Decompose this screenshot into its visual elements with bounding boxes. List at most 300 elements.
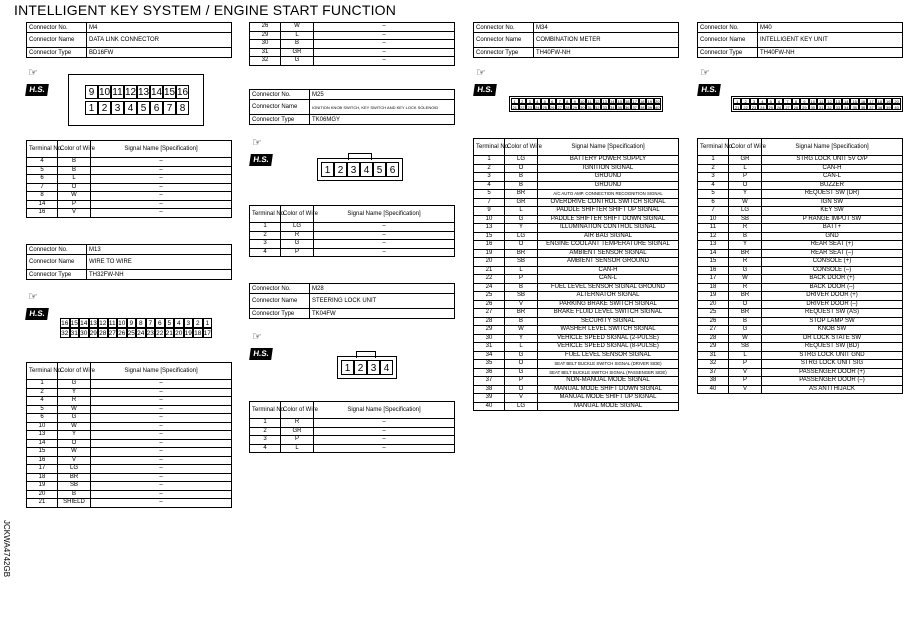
connector-pin: 32	[61, 330, 69, 337]
table-row	[27, 490, 232, 499]
table-row	[27, 388, 232, 397]
connector-type: TH40FW-NH	[758, 48, 903, 58]
connector-pin: 12	[595, 99, 600, 104]
wire-color: L	[505, 266, 538, 275]
connector-pin: 17	[632, 99, 637, 104]
terminal-no: 3	[250, 240, 281, 249]
label: Connector Name	[474, 33, 534, 48]
connector-pin: 11	[817, 98, 825, 104]
connector-type: BD16FW	[87, 48, 232, 58]
terminal-no: 20	[698, 300, 729, 309]
table-row	[474, 164, 679, 173]
terminal-no: 5	[27, 166, 58, 175]
wire-color: W	[505, 326, 538, 335]
terminal-no: 20	[27, 490, 58, 499]
table-row	[698, 215, 903, 224]
connector-pin: 18	[877, 99, 883, 104]
wire-color: P	[729, 360, 762, 369]
terminal-no: 32	[698, 360, 729, 369]
table-row	[698, 334, 903, 343]
signal-name: –	[91, 439, 232, 448]
terminal-no: 31	[474, 343, 505, 352]
connector-pin: 40	[894, 105, 899, 110]
connector-pin: 27	[108, 330, 116, 337]
wire-color: V	[505, 300, 538, 309]
table-row	[474, 351, 679, 360]
table-row	[250, 444, 455, 453]
table-row	[698, 283, 903, 292]
connector-pin: 21	[512, 105, 517, 110]
connector-pin: 6	[150, 101, 163, 115]
signal-name: DR LOCK STATE SW	[762, 334, 903, 343]
terminal-no: 4	[250, 248, 281, 257]
connector-name: STEERING LOCK UNIT	[310, 294, 455, 309]
connector-pin: 7	[783, 98, 791, 104]
connector-pin: 21	[165, 330, 173, 337]
terminal-no: 26	[698, 317, 729, 326]
signal-name: FUEL LEVEL SENSOR SIGNAL GROUND	[538, 283, 679, 292]
connector-no: M40	[758, 23, 903, 33]
signal-name: –	[91, 490, 232, 499]
connector-pin: 23	[146, 330, 154, 337]
m13-connector-face	[60, 318, 212, 338]
m40-connector-face	[731, 96, 903, 112]
signal-name: KNOB SW	[762, 326, 903, 335]
terminal-no: 11	[698, 224, 729, 233]
table-row	[27, 439, 232, 448]
signal-name: –	[314, 231, 455, 240]
connector-pin: 14	[80, 320, 88, 327]
connector-pin: 33	[835, 105, 841, 110]
terminal-no: 13	[698, 241, 729, 250]
label: Connector Name	[27, 255, 87, 270]
hand-icon: ☞	[252, 137, 262, 149]
terminal-no: 39	[474, 394, 505, 403]
terminal-no: 24	[474, 283, 505, 292]
signal-name-header: Signal Name [Specification]	[538, 139, 679, 156]
connector-no: M34	[534, 23, 679, 33]
terminal-no: 31	[698, 351, 729, 360]
connector-pin: 10	[99, 87, 111, 98]
hs-label: H.S.	[249, 154, 273, 166]
terminal-no: 30	[250, 40, 281, 49]
label: Connector No.	[27, 23, 87, 33]
wire-color: BR	[729, 292, 762, 301]
terminal-no: 13	[474, 224, 505, 233]
connector-name: DATA LINK CONNECTOR	[87, 33, 232, 48]
signal-name: –	[314, 248, 455, 257]
wire-color: BR	[505, 249, 538, 258]
wire-color: GR	[281, 48, 314, 57]
wire-color: B	[505, 317, 538, 326]
signal-name: REQUEST SW (BD)	[762, 343, 903, 352]
m28-info-table	[249, 283, 455, 319]
connector-pin: 3	[184, 318, 194, 328]
table-row	[27, 499, 232, 508]
wire-color-header: Color of Wire	[281, 402, 314, 419]
table-row	[698, 368, 903, 377]
table-row	[474, 156, 679, 165]
connector-pin: 20	[655, 99, 660, 104]
wire-color: R	[729, 258, 762, 267]
table-row	[474, 343, 679, 352]
connector-pin: 24	[137, 330, 145, 337]
table-row	[27, 405, 232, 414]
wire-color: G	[58, 380, 91, 389]
connector-pin: 17	[869, 99, 874, 104]
signal-name-header: Signal Name [Specification]	[91, 363, 232, 380]
connector-pin: 10	[580, 99, 585, 104]
connector-pin: 23	[527, 105, 532, 110]
wire-color: BR	[505, 309, 538, 318]
terminal-no: 26	[250, 23, 281, 32]
hand-icon: ☞	[476, 67, 486, 79]
terminal-no: 27	[474, 309, 505, 318]
m25-signal-table	[249, 205, 455, 257]
connector-pin: 1	[203, 318, 213, 328]
table-row	[698, 385, 903, 394]
table-row	[698, 326, 903, 335]
m28-connector-face	[337, 356, 397, 379]
table-row	[474, 232, 679, 241]
m25-connector-face	[317, 158, 403, 181]
signal-name: –	[91, 431, 232, 440]
signal-name: –	[91, 456, 232, 465]
signal-name: –	[91, 192, 232, 201]
connector-pin: 19	[184, 330, 192, 337]
label: Connector Type	[474, 48, 534, 58]
terminal-no: 25	[474, 292, 505, 301]
wire-color: B	[505, 283, 538, 292]
terminal-no: 16	[27, 456, 58, 465]
connector-pin: 4	[360, 162, 373, 177]
terminal-no: 8	[27, 192, 58, 201]
terminal-no: 14	[698, 249, 729, 258]
connector-pin: 4	[174, 318, 184, 328]
terminal-no: 2	[474, 164, 505, 173]
wire-color: B	[58, 158, 91, 167]
table-row	[27, 414, 232, 423]
connector-pin: 14	[610, 99, 615, 104]
connector-pin: 1	[733, 98, 741, 104]
signal-name: –	[91, 380, 232, 389]
hs-icon	[474, 66, 496, 96]
connector-pin: 22	[743, 105, 748, 110]
wire-color: LG	[729, 207, 762, 216]
wire-color: G	[729, 326, 762, 335]
signal-name-header: Signal Name [Specification]	[314, 402, 455, 419]
table-row	[698, 300, 903, 309]
table-row	[698, 360, 903, 369]
m34-signal-table	[473, 138, 679, 411]
table-row	[474, 334, 679, 343]
terminal-no: 27	[698, 326, 729, 335]
table-row	[474, 394, 679, 403]
connector-pin: 12	[99, 320, 107, 327]
connector-pin: 4	[758, 98, 766, 104]
connector-pin: 6	[775, 98, 783, 104]
connector-pin: 31	[587, 105, 592, 110]
signal-name: –	[314, 419, 455, 428]
m13-signal-table	[26, 362, 232, 508]
connector-pin: 39	[886, 105, 891, 110]
table-row	[698, 343, 903, 352]
signal-name: –	[91, 405, 232, 414]
wire-color: SB	[505, 258, 538, 267]
connector-pin: 8	[176, 101, 189, 115]
wire-color: SB	[505, 292, 538, 301]
connector-pin: 36	[860, 105, 866, 110]
connector-pin: 17	[203, 330, 211, 337]
connector-pin: 30	[580, 105, 585, 110]
wire-color: L	[58, 175, 91, 184]
connector-pin: 3	[111, 101, 124, 115]
table-row	[250, 436, 455, 445]
connector-pin: 34	[610, 105, 615, 110]
table-row	[474, 326, 679, 335]
table-row	[474, 360, 679, 369]
signal-name: BUZZER	[762, 181, 903, 190]
terminal-no: 34	[474, 351, 505, 360]
table-row	[474, 190, 679, 199]
wire-color: SB	[729, 343, 762, 352]
terminal-no-header: Terminal No.	[250, 402, 281, 419]
wire-color: V	[729, 368, 762, 377]
connector-no: M4	[87, 23, 232, 33]
table-row	[27, 209, 232, 218]
label: Connector Type	[250, 309, 310, 319]
wire-color: O	[505, 385, 538, 394]
connector-pin: 25	[768, 105, 773, 110]
connector-pin: 36	[625, 105, 630, 110]
connector-pin: 7	[556, 98, 564, 104]
terminal-no: 4	[698, 181, 729, 190]
signal-name: AMBIENT SENSOR SIGNAL	[538, 249, 679, 258]
wire-color: R	[281, 419, 314, 428]
terminal-no: 2	[27, 388, 58, 397]
connector-pin: 9	[85, 85, 98, 99]
connector-pin: 19	[886, 99, 891, 104]
terminal-no: 29	[474, 326, 505, 335]
signal-name: –	[314, 240, 455, 249]
table-row	[27, 200, 232, 209]
signal-name: –	[91, 166, 232, 175]
connector-pin: 7	[146, 318, 156, 328]
signal-name: PADDLE SHIFTER SHIFT UP SIGNAL	[538, 207, 679, 216]
wire-color: L	[729, 351, 762, 360]
signal-name: –	[91, 158, 232, 167]
terminal-no: 5	[698, 190, 729, 199]
terminal-no-header: Terminal No.	[27, 363, 58, 380]
table-row	[474, 181, 679, 190]
hs-label: H.S.	[25, 308, 49, 320]
terminal-no: 2	[698, 164, 729, 173]
label: Connector Type	[27, 270, 87, 280]
signal-name: CAN-H	[762, 164, 903, 173]
signal-name: ILLUMINATION CONTROL SIGNAL	[538, 224, 679, 233]
wire-color: GR	[505, 198, 538, 207]
terminal-no: 36	[474, 368, 505, 377]
connector-pin: 35	[617, 105, 622, 110]
signal-name: NON-MANUAL MODE SIGNAL	[538, 377, 679, 386]
wire-color: LG	[58, 465, 91, 474]
terminal-no: 6	[27, 175, 58, 184]
connector-pin: 35	[852, 105, 857, 110]
signal-name: REAR SEAT (–)	[762, 249, 903, 258]
table-row	[27, 465, 232, 474]
hand-icon: ☞	[28, 291, 38, 303]
connector-pin: 29	[89, 330, 97, 337]
connector-pin: 1	[85, 101, 98, 115]
table-row	[27, 183, 232, 192]
hs-label: H.S.	[25, 84, 49, 96]
m28-signal-table	[249, 401, 455, 453]
signal-name: IGNITION SIGNAL	[538, 164, 679, 173]
signal-name: GROUND	[538, 173, 679, 182]
signal-name: –	[314, 31, 455, 40]
wire-color: G	[729, 266, 762, 275]
connector-pin: 1	[511, 98, 519, 104]
connector-pin: 8	[136, 318, 146, 328]
signal-name: –	[91, 209, 232, 218]
wire-color: W	[729, 334, 762, 343]
signal-name: STOP LAMP SW	[762, 317, 903, 326]
table-row	[698, 224, 903, 233]
connector-pin: 4	[124, 101, 137, 115]
connector-pin: 25	[542, 105, 547, 110]
terminal-no: 32	[250, 57, 281, 66]
terminal-no: 29	[698, 343, 729, 352]
signal-name: PASSENGER DOOR (+)	[762, 368, 903, 377]
connector-name: WIRE TO WIRE	[87, 255, 232, 270]
wire-color: G	[505, 351, 538, 360]
signal-name: –	[91, 200, 232, 209]
signal-name: CAN-L	[538, 275, 679, 284]
connector-pin: 1	[321, 162, 334, 177]
signal-name: GND	[762, 232, 903, 241]
label: Connector No.	[250, 90, 310, 100]
connector-pin: 16	[177, 87, 189, 98]
wire-color: BR	[729, 249, 762, 258]
connector-name: INTELLIGENT KEY UNIT	[758, 33, 903, 48]
table-row	[698, 164, 903, 173]
signal-name: –	[91, 448, 232, 457]
hand-icon: ☞	[700, 67, 710, 79]
connector-pin: 32	[595, 105, 600, 110]
wire-color-header: Color of Wire	[505, 139, 538, 156]
connector-pin: 5	[137, 101, 150, 115]
table-row	[27, 158, 232, 167]
table-row	[250, 23, 455, 32]
wire-color: W	[58, 192, 91, 201]
wire-color: P	[281, 248, 314, 257]
terminal-no: 16	[474, 241, 505, 250]
signal-name: CONSOLE (+)	[762, 258, 903, 267]
connector-pin: 12	[827, 99, 832, 104]
terminal-no: 7	[698, 207, 729, 216]
connector-pin: 29	[572, 105, 577, 110]
wire-color: Y	[729, 241, 762, 250]
connector-pin: 28	[793, 105, 799, 110]
terminal-no: 2	[250, 231, 281, 240]
wire-color: Y	[505, 224, 538, 233]
connector-pin: 13	[89, 320, 97, 327]
wire-color: SB	[58, 482, 91, 491]
terminal-no: 19	[27, 482, 58, 491]
terminal-no: 40	[474, 402, 505, 411]
connector-pin: 23	[751, 105, 757, 110]
label: Connector Name	[250, 294, 310, 309]
connector-pin: 5	[373, 162, 386, 177]
wire-color: L	[505, 207, 538, 216]
connector-pin: 25	[127, 330, 135, 337]
terminal-no: 9	[474, 207, 505, 216]
signal-name: –	[314, 427, 455, 436]
terminal-no: 1	[250, 419, 281, 428]
wire-color: O	[729, 300, 762, 309]
terminal-no: 1	[27, 380, 58, 389]
connector-pin: 3	[750, 98, 758, 104]
terminal-no-header: Terminal No.	[27, 141, 58, 158]
terminal-no: 20	[474, 258, 505, 267]
wire-color: SB	[729, 215, 762, 224]
connector-pin: 11	[587, 99, 592, 104]
table-row	[250, 57, 455, 66]
connector-pin: 4	[380, 360, 393, 375]
signal-name: DRIVER DOOR (+)	[762, 292, 903, 301]
wire-color-header: Color of Wire	[58, 363, 91, 380]
table-row	[250, 223, 455, 232]
terminal-no: 2	[250, 427, 281, 436]
terminal-no: 10	[698, 215, 729, 224]
wire-color: O	[729, 181, 762, 190]
signal-name: –	[91, 499, 232, 508]
wire-color: P	[729, 173, 762, 182]
connector-pin: 28	[565, 105, 570, 110]
signal-name: –	[91, 422, 232, 431]
wire-color: O	[505, 241, 538, 250]
terminal-no: 1	[250, 223, 281, 232]
wire-color: Y	[505, 334, 538, 343]
table-row	[27, 397, 232, 406]
table-row	[474, 249, 679, 258]
signal-name: –	[314, 40, 455, 49]
table-row	[698, 275, 903, 284]
terminal-no: 13	[27, 431, 58, 440]
hand-icon: ☞	[252, 331, 262, 343]
terminal-no: 7	[27, 183, 58, 192]
signal-name: BACK DOOR (–)	[762, 283, 903, 292]
terminal-no: 1	[474, 156, 505, 165]
connector-pin: 22	[156, 330, 164, 337]
signal-name: VEHICLE SPEED SIGNAL (2-PULSE)	[538, 334, 679, 343]
wire-color: Y	[58, 388, 91, 397]
wire-color-header: Color of Wire	[729, 139, 762, 156]
table-row	[27, 175, 232, 184]
signal-name: OVERDRIVE CONTROL SWITCH SIGNAL	[538, 198, 679, 207]
wire-color: R	[58, 397, 91, 406]
terminal-no: 3	[250, 436, 281, 445]
wire-color: B	[729, 232, 762, 241]
table-row	[250, 427, 455, 436]
signal-name: –	[314, 48, 455, 57]
table-row	[474, 266, 679, 275]
terminal-no: 7	[474, 198, 505, 207]
connector-pin: 13	[602, 99, 607, 104]
signal-name: –	[91, 414, 232, 423]
terminal-no: 37	[698, 368, 729, 377]
terminal-no: 4	[250, 444, 281, 453]
